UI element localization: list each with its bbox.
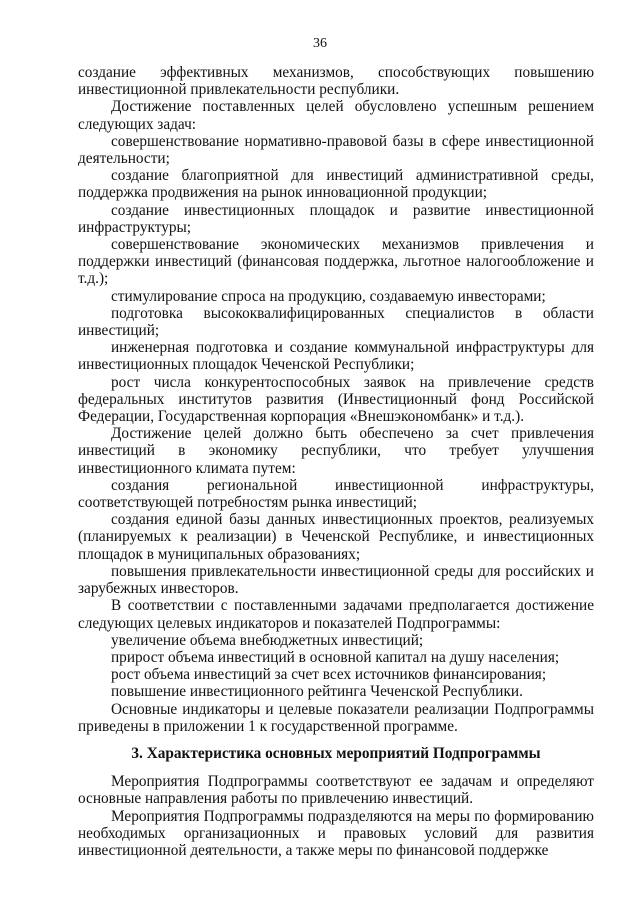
list-item: совершенствование нормативно-правовой базы в сфере инвестиционной деятельности;	[78, 132, 594, 168]
page-number: 36	[313, 36, 327, 51]
paragraph: Достижение целей должно быть обеспечено за счет привлечения инвестиций в экономику республики, что требует улучшения инвестиционного климата путем:	[78, 425, 594, 477]
list-item: создания региональной инвестиционной инфраструктуры, соответствующей потребностям рынка инвестиций;	[78, 476, 594, 512]
list-item: совершенствование экономических механизмов привлечения и поддержки инвестиций (финансовая поддержка, льготное налогообложение и т.д.);	[78, 236, 594, 288]
list-item: создание благоприятной для инвестиций административной среды, поддержка продвижения на рынок инновационной продукции;	[78, 167, 594, 202]
paragraph: создание эффективных механизмов, способствующих повышению инвестиционной привлекательности республики.	[78, 64, 594, 99]
list-item: рост объема инвестиций за счет всех источников финансирования;	[111, 666, 547, 684]
document-body	[78, 64, 594, 859]
paragraph: Достижение поставленных целей обусловлено успешным решением следующих задач:	[78, 98, 594, 133]
list-item: прирост объема инвестиций в основной капитал на душу населения;	[111, 648, 560, 666]
section-heading: 3. Характеристика основных мероприятий Подпрограммы	[131, 744, 541, 762]
paragraph: Основные индикаторы и целевые показатели реализации Подпрограммы приведены в приложении 1 к государственной программе.	[78, 700, 594, 735]
list-item: повышение инвестиционного рейтинга Чеченской Республики.	[111, 683, 523, 701]
list-item: увеличение объема внебюджетных инвестиций;	[111, 631, 424, 649]
list-item: создания единой базы данных инвестиционных проектов, реализуемых (планируемых к реализации) в Чеченской Республике, и инвестиционных площадок в муниципальных образованиях;	[78, 511, 594, 563]
paragraph: Мероприятия Подпрограммы подразделяются на меры по формированию необходимых организационных и правовых условий для развития инвестиционной деятельности, а также меры по финансовой поддержке	[78, 807, 594, 859]
list-item: инженерная подготовка и создание коммунальной инфраструктуры для инвестиционных площадок Чеченской Республики;	[78, 339, 594, 374]
list-item: подготовка высококвалифицированных специалистов в области инвестиций;	[78, 304, 594, 340]
list-item: повышения привлекательности инвестиционной среды для российских и зарубежных инвесторов.	[78, 562, 594, 598]
list-item: создание инвестиционных площадок и развитие инвестиционной инфраструктуры;	[78, 201, 594, 236]
list-item: стимулирование спроса на продукцию, создаваемую инвесторами;	[111, 287, 546, 305]
list-item: рост числа конкурентоспособных заявок на привлечение средств федеральных институтов развития (Инвестиционный фонд Российской Федерации, Государственная корпорация «Внешэкономбанк» и т.д.).	[78, 373, 594, 426]
paragraph: В соответствии с поставленными задачами предполагается достижение следующих целевых индикаторов и показателей Подпрограммы:	[78, 597, 594, 632]
paragraph: Мероприятия Подпрограммы соответствуют ее задачам и определяют основные направления работы по привлечению инвестиций.	[78, 773, 594, 808]
